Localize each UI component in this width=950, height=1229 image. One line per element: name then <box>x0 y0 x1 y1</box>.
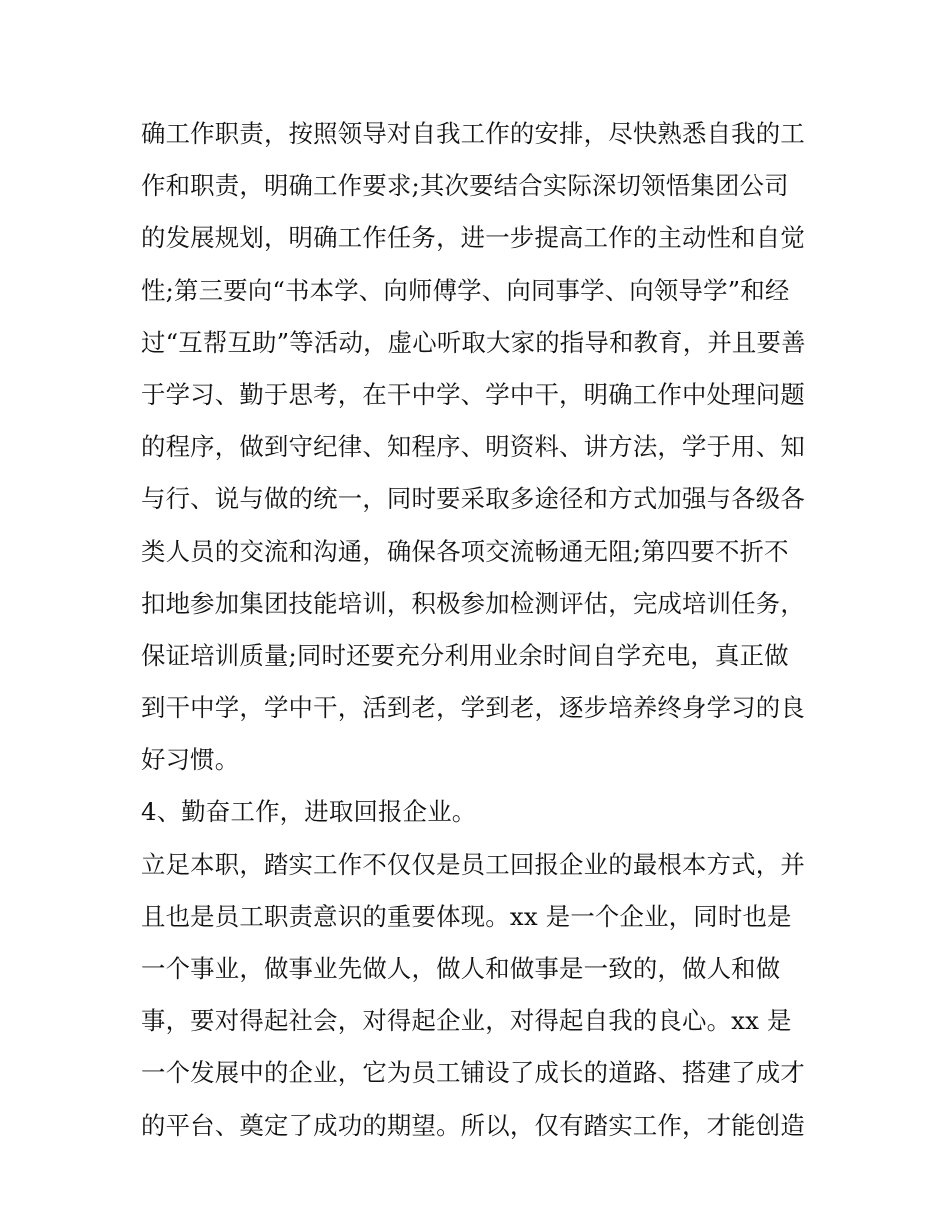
section-heading: 4、勤奋工作，进取回报企业。 <box>141 797 477 827</box>
text-line: 一个事业，做事业先做人，做人和做事是一致的，做人和做 <box>141 954 781 983</box>
text-line: 过“互帮互助”等活动，虚心听取大家的指导和教育，并且要善 <box>141 327 806 357</box>
text-line: 事，要对得起社会，对得起企业，对得起自我的良心。xx 是 <box>141 1006 792 1036</box>
text-line: 保证培训质量;同时还要充分利用业余时间自学充电，真正做 <box>141 640 789 670</box>
text-line: 性;第三要向“书本学、向师傅学、向同事学、向领导学”和经 <box>141 275 790 305</box>
text-line: 的程序，做到守纪律、知程序、明资料、讲方法，学于用、知 <box>141 432 805 462</box>
text-line: 的发展规划，明确工作任务，进一步提高工作的主动性和自觉 <box>141 223 805 253</box>
text-line: 且也是员工职责意识的重要体现。xx 是一个企业，同时也是 <box>141 901 792 931</box>
document-body <box>141 108 816 1152</box>
text-line: 于学习、勤于思考，在干中学、学中干，明确工作中处理问题 <box>141 379 805 409</box>
text-line: 好习惯。 <box>141 745 240 775</box>
text-line: 确工作职责，按照领导对自我工作的安排，尽快熟悉自我的工 <box>141 119 805 148</box>
text-line: 类人员的交流和沟通，确保各项交流畅通无阻;第四要不折不 <box>141 536 789 566</box>
text-line: 作和职责，明确工作要求;其次要结合实际深切领悟集团公司 <box>141 171 789 201</box>
text-line: 与行、说与做的统一，同时要采取多途径和方式加强与各级各 <box>141 484 805 514</box>
text-line: 立足本职，踏实工作不仅仅是员工回报企业的最根本方式，并 <box>141 849 805 879</box>
text-line: 到干中学，学中干，活到老，学到老，逐步培养终身学习的良 <box>141 693 805 723</box>
text-line: 一个发展中的企业，它为员工铺设了成长的道路、搭建了成才 <box>141 1058 805 1088</box>
text-line: 的平台、奠定了成功的期望。所以，仅有踏实工作，才能创造 <box>141 1110 805 1140</box>
text-line: 扣地参加集团技能培训，积极参加检测评估，完成培训任务， <box>141 588 805 618</box>
